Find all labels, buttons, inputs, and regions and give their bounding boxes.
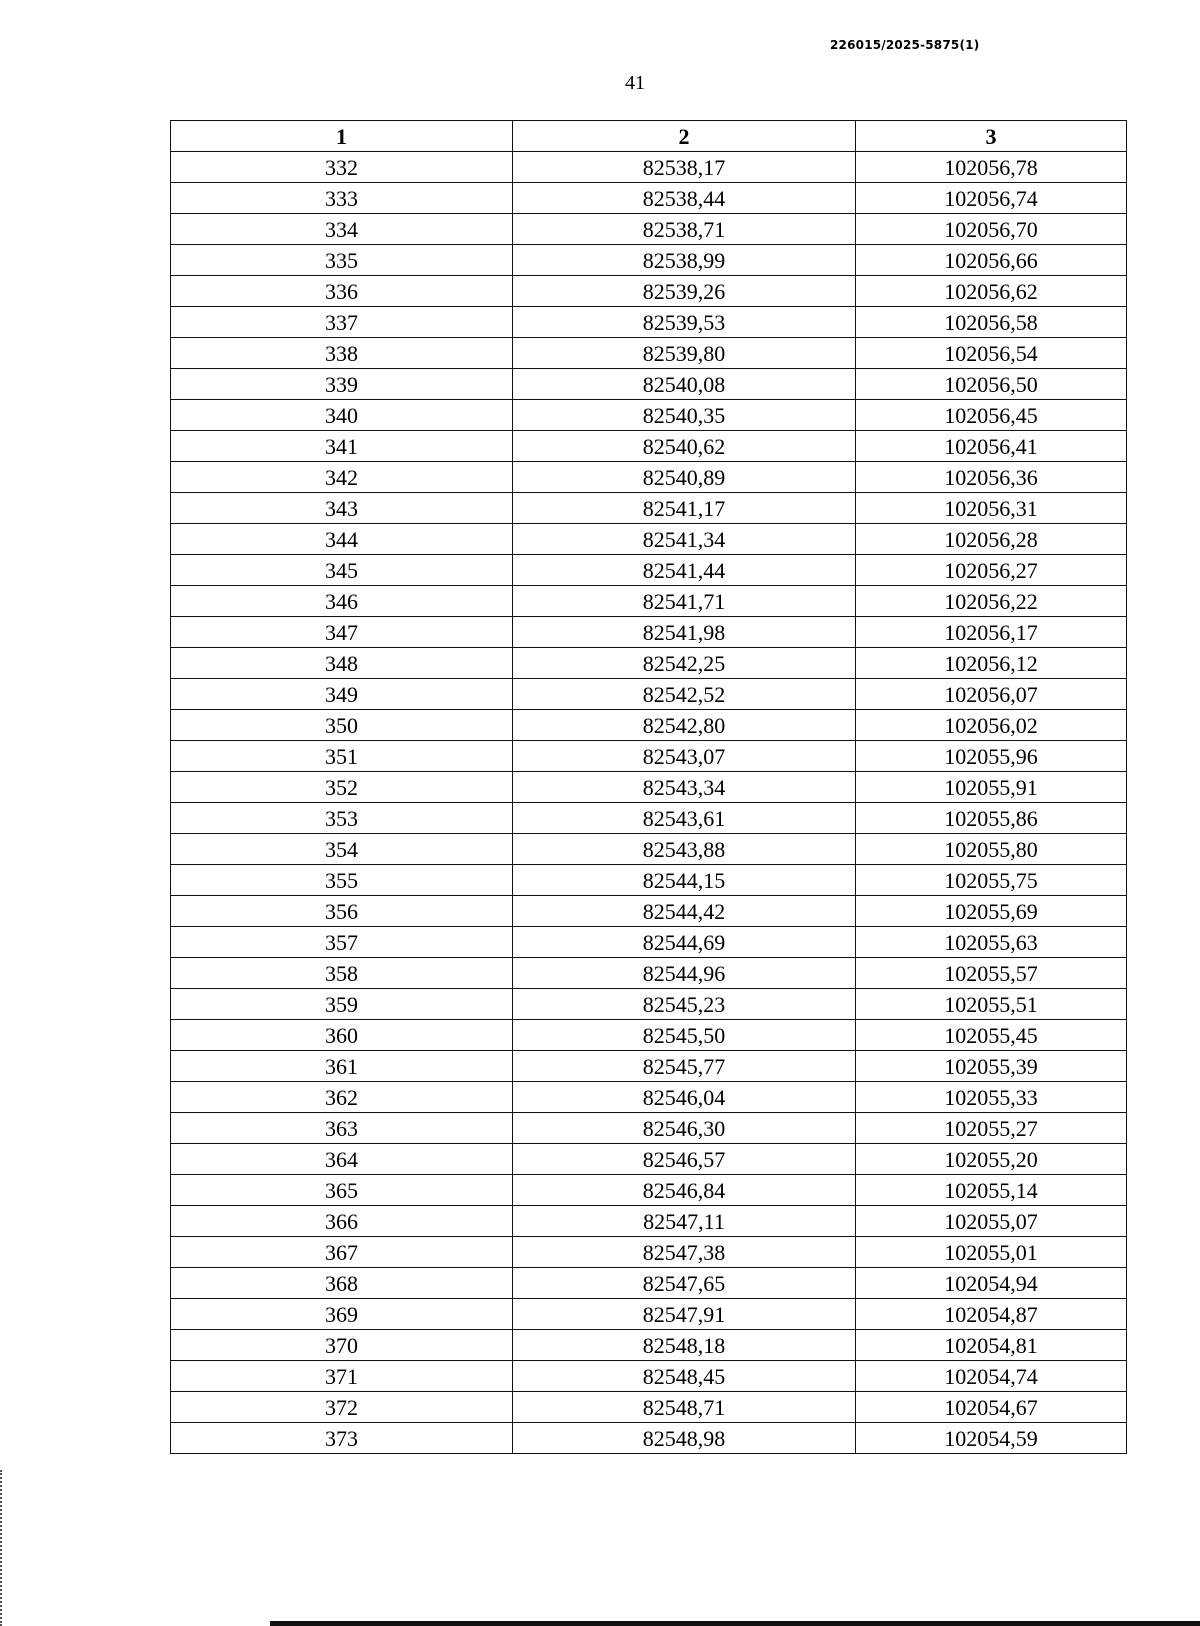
table-row (171, 803, 1127, 834)
x-coordinate-cell: 82540,35 (513, 400, 856, 431)
point-number-cell: 345 (171, 555, 513, 586)
x-coordinate-cell: 82542,52 (513, 679, 856, 710)
point-number-cell: 339 (171, 369, 513, 400)
table-row (171, 834, 1127, 865)
table-row (171, 772, 1127, 803)
y-coordinate-cell: 102056,02 (856, 710, 1127, 741)
x-coordinate-cell: 82548,71 (513, 1392, 856, 1423)
y-coordinate-cell: 102055,91 (856, 772, 1127, 803)
x-coordinate-cell: 82539,80 (513, 338, 856, 369)
x-coordinate-cell: 82544,42 (513, 896, 856, 927)
y-coordinate-cell: 102054,67 (856, 1392, 1127, 1423)
y-coordinate-cell: 102055,86 (856, 803, 1127, 834)
table-header (171, 121, 1127, 152)
y-coordinate-cell: 102054,94 (856, 1268, 1127, 1299)
table-row (171, 1051, 1127, 1082)
y-coordinate-cell: 102056,22 (856, 586, 1127, 617)
x-coordinate-cell: 82543,88 (513, 834, 856, 865)
table-row (171, 741, 1127, 772)
y-coordinate-cell: 102055,75 (856, 865, 1127, 896)
x-coordinate-cell: 82547,91 (513, 1299, 856, 1330)
x-coordinate-cell: 82542,25 (513, 648, 856, 679)
scan-bottom-edge (270, 1621, 1200, 1626)
table-row (171, 1392, 1127, 1423)
x-coordinate-cell: 82546,57 (513, 1144, 856, 1175)
y-coordinate-cell: 102056,17 (856, 617, 1127, 648)
point-number-cell: 359 (171, 989, 513, 1020)
x-coordinate-cell: 82541,44 (513, 555, 856, 586)
y-coordinate-cell: 102055,45 (856, 1020, 1127, 1051)
y-coordinate-cell: 102055,07 (856, 1206, 1127, 1237)
column-header-3: 3 (856, 121, 1127, 152)
y-coordinate-cell: 102055,51 (856, 989, 1127, 1020)
point-number-cell: 343 (171, 493, 513, 524)
table-row (171, 865, 1127, 896)
point-number-cell: 346 (171, 586, 513, 617)
table-row (171, 183, 1127, 214)
y-coordinate-cell: 102056,45 (856, 400, 1127, 431)
x-coordinate-cell: 82538,71 (513, 214, 856, 245)
y-coordinate-cell: 102055,01 (856, 1237, 1127, 1268)
y-coordinate-cell: 102054,59 (856, 1423, 1127, 1454)
point-number-cell: 367 (171, 1237, 513, 1268)
y-coordinate-cell: 102056,58 (856, 307, 1127, 338)
y-coordinate-cell: 102056,78 (856, 152, 1127, 183)
x-coordinate-cell: 82543,34 (513, 772, 856, 803)
y-coordinate-cell: 102054,87 (856, 1299, 1127, 1330)
x-coordinate-cell: 82540,62 (513, 431, 856, 462)
x-coordinate-cell: 82548,45 (513, 1361, 856, 1392)
table-row (171, 710, 1127, 741)
y-coordinate-cell: 102055,69 (856, 896, 1127, 927)
y-coordinate-cell: 102055,20 (856, 1144, 1127, 1175)
x-coordinate-cell: 82539,53 (513, 307, 856, 338)
table-row (171, 1237, 1127, 1268)
table-row (171, 1206, 1127, 1237)
point-number-cell: 358 (171, 958, 513, 989)
point-number-cell: 342 (171, 462, 513, 493)
x-coordinate-cell: 82544,69 (513, 927, 856, 958)
y-coordinate-cell: 102055,63 (856, 927, 1127, 958)
table-row (171, 1144, 1127, 1175)
table-body (171, 152, 1127, 1454)
table-row (171, 1361, 1127, 1392)
table-row (171, 245, 1127, 276)
point-number-cell: 368 (171, 1268, 513, 1299)
x-coordinate-cell: 82541,71 (513, 586, 856, 617)
x-coordinate-cell: 82542,80 (513, 710, 856, 741)
table-row (171, 617, 1127, 648)
point-number-cell: 373 (171, 1423, 513, 1454)
point-number-cell: 353 (171, 803, 513, 834)
point-number-cell: 350 (171, 710, 513, 741)
y-coordinate-cell: 102055,27 (856, 1113, 1127, 1144)
y-coordinate-cell: 102056,36 (856, 462, 1127, 493)
y-coordinate-cell: 102056,31 (856, 493, 1127, 524)
x-coordinate-cell: 82541,98 (513, 617, 856, 648)
table-row (171, 524, 1127, 555)
point-number-cell: 344 (171, 524, 513, 555)
point-number-cell: 369 (171, 1299, 513, 1330)
y-coordinate-cell: 102056,28 (856, 524, 1127, 555)
x-coordinate-cell: 82540,89 (513, 462, 856, 493)
point-number-cell: 335 (171, 245, 513, 276)
table-row (171, 1020, 1127, 1051)
x-coordinate-cell: 82540,08 (513, 369, 856, 400)
point-number-cell: 340 (171, 400, 513, 431)
point-number-cell: 370 (171, 1330, 513, 1361)
x-coordinate-cell: 82538,99 (513, 245, 856, 276)
y-coordinate-cell: 102055,14 (856, 1175, 1127, 1206)
x-coordinate-cell: 82546,30 (513, 1113, 856, 1144)
page-number: 41 (625, 72, 645, 94)
x-coordinate-cell: 82547,38 (513, 1237, 856, 1268)
table-row (171, 1175, 1127, 1206)
point-number-cell: 356 (171, 896, 513, 927)
table-row (171, 307, 1127, 338)
x-coordinate-cell: 82541,17 (513, 493, 856, 524)
y-coordinate-cell: 102056,07 (856, 679, 1127, 710)
point-number-cell: 351 (171, 741, 513, 772)
y-coordinate-cell: 102056,41 (856, 431, 1127, 462)
table-row (171, 276, 1127, 307)
table-row (171, 152, 1127, 183)
point-number-cell: 355 (171, 865, 513, 896)
y-coordinate-cell: 102055,39 (856, 1051, 1127, 1082)
table-row (171, 586, 1127, 617)
x-coordinate-cell: 82546,04 (513, 1082, 856, 1113)
x-coordinate-cell: 82543,07 (513, 741, 856, 772)
y-coordinate-cell: 102055,33 (856, 1082, 1127, 1113)
table-row (171, 1082, 1127, 1113)
table-row (171, 1268, 1127, 1299)
table-row (171, 462, 1127, 493)
point-number-cell: 366 (171, 1206, 513, 1237)
y-coordinate-cell: 102055,57 (856, 958, 1127, 989)
x-coordinate-cell: 82544,96 (513, 958, 856, 989)
point-number-cell: 371 (171, 1361, 513, 1392)
point-number-cell: 338 (171, 338, 513, 369)
y-coordinate-cell: 102056,62 (856, 276, 1127, 307)
point-number-cell: 333 (171, 183, 513, 214)
point-number-cell: 362 (171, 1082, 513, 1113)
table-row (171, 400, 1127, 431)
x-coordinate-cell: 82545,50 (513, 1020, 856, 1051)
point-number-cell: 336 (171, 276, 513, 307)
point-number-cell: 354 (171, 834, 513, 865)
table-row (171, 1330, 1127, 1361)
table-row (171, 958, 1127, 989)
table-row (171, 679, 1127, 710)
point-number-cell: 349 (171, 679, 513, 710)
table-row (171, 989, 1127, 1020)
x-coordinate-cell: 82546,84 (513, 1175, 856, 1206)
y-coordinate-cell: 102056,54 (856, 338, 1127, 369)
x-coordinate-cell: 82538,44 (513, 183, 856, 214)
x-coordinate-cell: 82541,34 (513, 524, 856, 555)
x-coordinate-cell: 82539,26 (513, 276, 856, 307)
x-coordinate-cell: 82548,18 (513, 1330, 856, 1361)
coordinates-table-container (170, 120, 1126, 1454)
table-row (171, 431, 1127, 462)
y-coordinate-cell: 102056,70 (856, 214, 1127, 245)
point-number-cell: 357 (171, 927, 513, 958)
table-row (171, 1299, 1127, 1330)
point-number-cell: 361 (171, 1051, 513, 1082)
point-number-cell: 364 (171, 1144, 513, 1175)
table-row (171, 648, 1127, 679)
point-number-cell: 348 (171, 648, 513, 679)
point-number-cell: 337 (171, 307, 513, 338)
column-header-2: 2 (513, 121, 856, 152)
y-coordinate-cell: 102056,27 (856, 555, 1127, 586)
point-number-cell: 332 (171, 152, 513, 183)
point-number-cell: 365 (171, 1175, 513, 1206)
table-row (171, 896, 1127, 927)
point-number-cell: 363 (171, 1113, 513, 1144)
document-id: 226015/2025-5875(1) (830, 38, 980, 52)
x-coordinate-cell: 82544,15 (513, 865, 856, 896)
scan-edge-marks (0, 1470, 5, 1626)
y-coordinate-cell: 102054,81 (856, 1330, 1127, 1361)
x-coordinate-cell: 82545,23 (513, 989, 856, 1020)
x-coordinate-cell: 82547,65 (513, 1268, 856, 1299)
y-coordinate-cell: 102055,96 (856, 741, 1127, 772)
y-coordinate-cell: 102055,80 (856, 834, 1127, 865)
header-row (171, 121, 1127, 152)
point-number-cell: 341 (171, 431, 513, 462)
point-number-cell: 347 (171, 617, 513, 648)
coordinates-table (170, 120, 1127, 1454)
y-coordinate-cell: 102054,74 (856, 1361, 1127, 1392)
y-coordinate-cell: 102056,50 (856, 369, 1127, 400)
table-row (171, 493, 1127, 524)
table-row (171, 214, 1127, 245)
y-coordinate-cell: 102056,66 (856, 245, 1127, 276)
table-row (171, 1113, 1127, 1144)
point-number-cell: 352 (171, 772, 513, 803)
table-row (171, 338, 1127, 369)
point-number-cell: 372 (171, 1392, 513, 1423)
table-row (171, 1423, 1127, 1454)
table-row (171, 927, 1127, 958)
x-coordinate-cell: 82538,17 (513, 152, 856, 183)
table-row (171, 555, 1127, 586)
x-coordinate-cell: 82543,61 (513, 803, 856, 834)
point-number-cell: 360 (171, 1020, 513, 1051)
table-row (171, 369, 1127, 400)
x-coordinate-cell: 82545,77 (513, 1051, 856, 1082)
x-coordinate-cell: 82547,11 (513, 1206, 856, 1237)
y-coordinate-cell: 102056,74 (856, 183, 1127, 214)
column-header-1: 1 (171, 121, 513, 152)
y-coordinate-cell: 102056,12 (856, 648, 1127, 679)
x-coordinate-cell: 82548,98 (513, 1423, 856, 1454)
point-number-cell: 334 (171, 214, 513, 245)
